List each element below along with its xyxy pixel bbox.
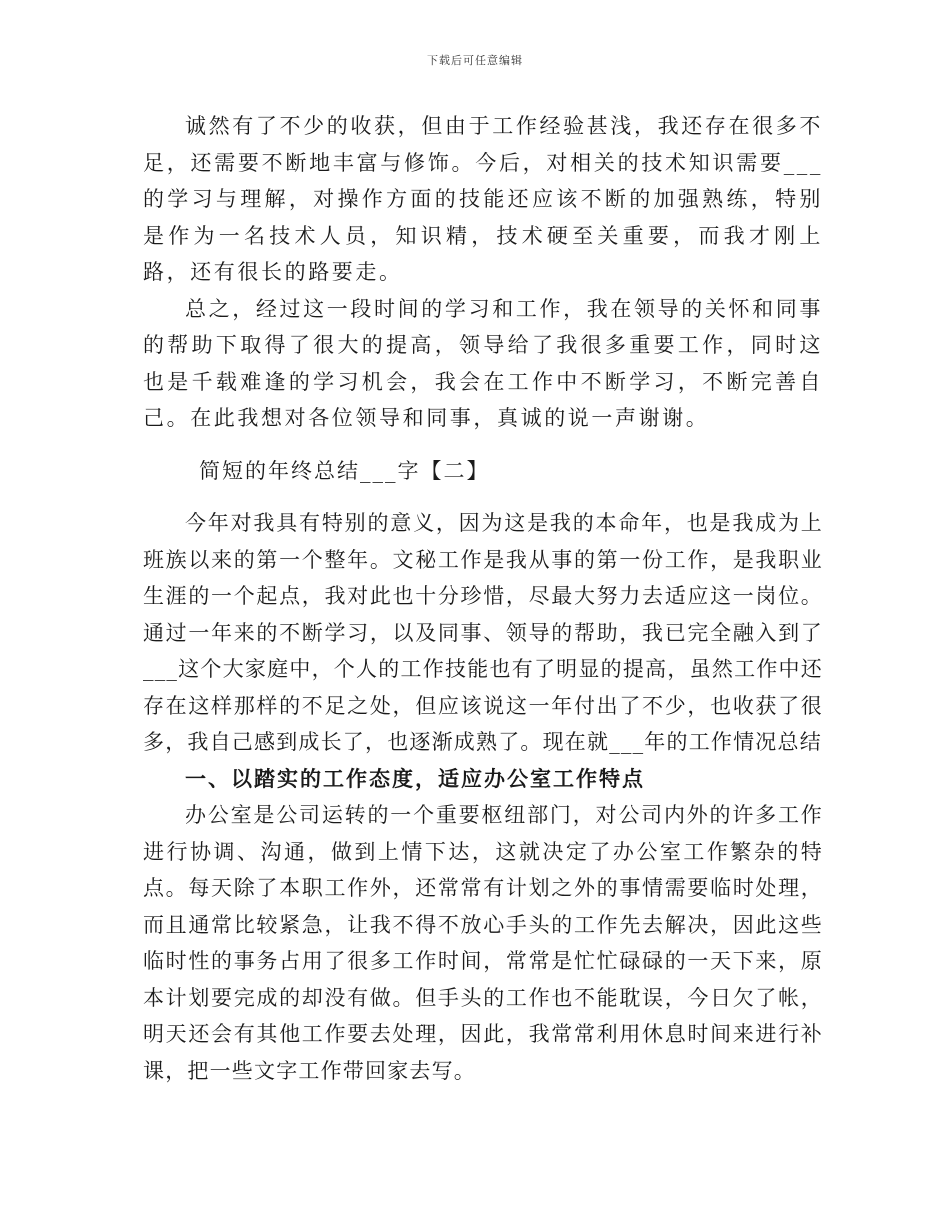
section-heading-1: 一、以踏实的工作态度，适应办公室工作特点 [185,765,645,791]
section-subtitle: 简短的年终总结___字【二】 [199,458,490,483]
header-note: 下载后可任意编辑 [427,54,523,67]
paragraph-3: 今年对我具有特别的意义，因为这是我的本命年，也是我成为上班族以来的第一个整年。文秘工作是我从事的第一份工作，是我职业生涯的一个起点，我对此也十分珍惜，尽最大努力去适应这一岗位。通过一年来的不断学习，以及同事、领导的帮助，我已完全融入到了___这个大家庭中，个人的工作技能也有了明显的提高，虽然工作中还存在这样那样的不足之处，但应该说这一年付出了不少，也收获了很多，我自己感到成长了，也逐渐成熟了。现在就___年的工作情况总结 [143,511,823,754]
paragraph-4: 办公室是公司运转的一个重要枢纽部门，对公司内外的许多工作进行协调、沟通，做到上情下达，这就决定了办公室工作繁杂的特点。每天除了本职工作外，还常常有计划之外的事情需要临时处理，而且通常比较紧急，让我不得不放心手头的工作先去解决，因此这些临时性的事务占用了很多工作时间，常常是忙忙碌碌的一天下来，原本计划要完成的却没有做。但手头的工作也不能耽误，今日欠了帐，明天还会有其他工作要去处理，因此，我常常利用休息时间来进行补课，把一些文字工作带回家去写。 [143,803,823,1083]
paragraph-1: 诚然有了不少的收获，但由于工作经验甚浅，我还存在很多不足，还需要不断地丰富与修饰。今后，对相关的技术知识需要___的学习与理解，对操作方面的技能还应该不断的加强熟练，特别是作为一名技术人员，知识精，技术硬至关重要，而我才刚上路，还有很长的路要走。 [143,114,823,284]
document-body [143,108,823,1089]
paragraph-2: 总之，经过这一段时间的学习和工作，我在领导的关怀和同事的帮助下取得了很大的提高，领导给了我很多重要工作，同时这也是千载难逢的学习机会，我会在工作中不断学习，不断完善自己。在此我想对各位领导和同事，真诚的说一声谢谢。 [143,296,823,430]
